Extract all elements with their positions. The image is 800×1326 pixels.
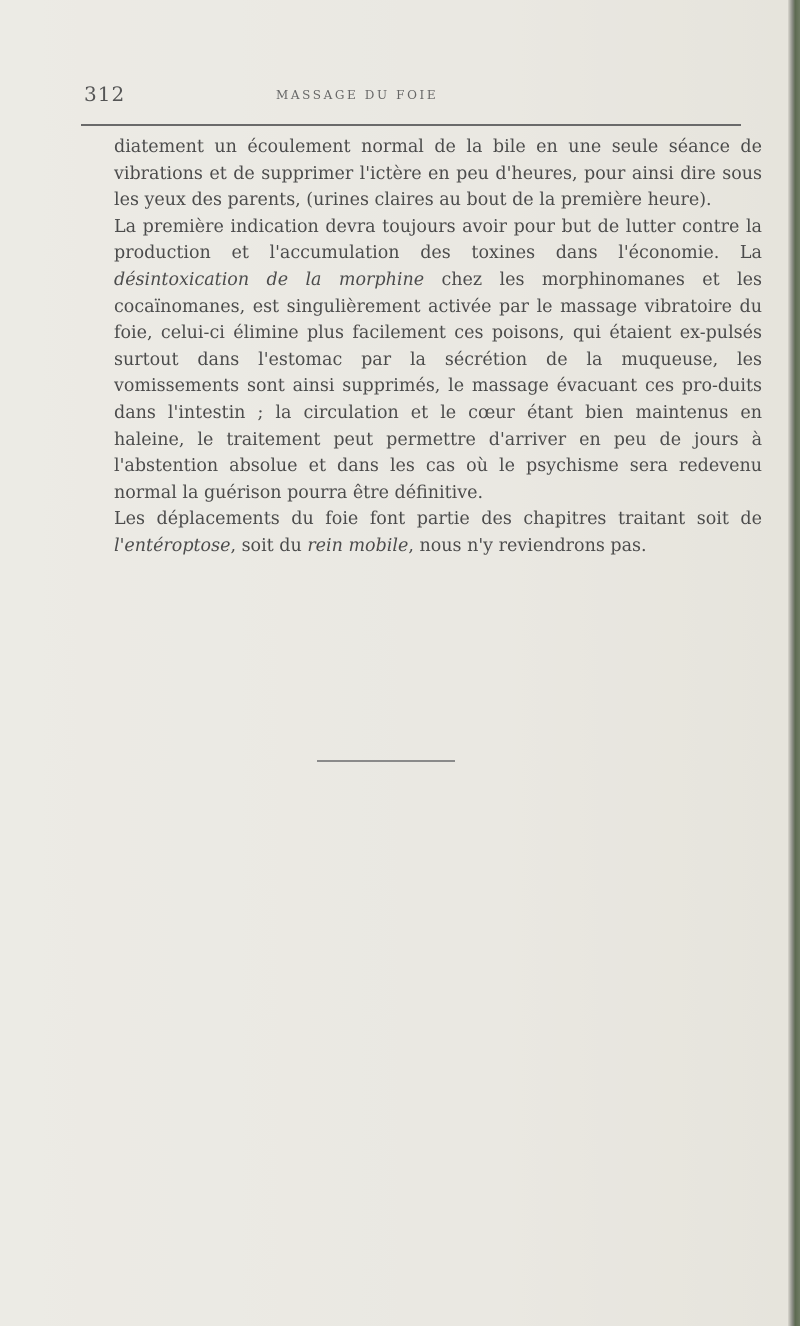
italic-phrase: l'entéroptose bbox=[114, 535, 231, 556]
paragraph bbox=[114, 134, 762, 214]
paragraph-segment: Les déplacements du foie font partie des chapitres traitant soit de bbox=[114, 509, 762, 530]
page-edge-shadow bbox=[788, 0, 800, 1326]
header-rule bbox=[81, 124, 741, 126]
paragraph-segment: , soit du bbox=[230, 535, 308, 556]
paragraph-segment: La première indication devra toujours avoir pour but de lutter contre la production et l'accumulation des toxines dans l'économie. La bbox=[114, 216, 762, 264]
page-header bbox=[81, 82, 741, 112]
running-head: MASSAGE DU FOIE bbox=[276, 88, 439, 102]
paragraph-segment: chez les morphinomanes et les cocaïnomanes, est singulièrement activée par le massage vibratoire du foie, celui-ci élimine plus facilement ces poisons, qui étaient ex-pulsés surtout dans l'estomac par la sécrétion de la muqueuse, les vomissements sont ainsi supprimés, le massage évacuant ces pro-duits dans l'intestin ; la circulation et le cœur étant bien maintenus en haleine, le traitement peut permettre d'arriver en peu de jours à l'abstention absolue et dans les cas où le psychisme sera redevenu normal la guérison pourra être définitive. bbox=[114, 269, 762, 503]
page-number: 312 bbox=[84, 82, 126, 106]
paragraph bbox=[114, 214, 762, 507]
paragraph-segment: , nous n'y reviendrons pas. bbox=[408, 535, 647, 556]
body-text bbox=[114, 134, 762, 560]
chapter-end-rule bbox=[317, 760, 455, 762]
italic-phrase: rein mobile bbox=[307, 535, 409, 556]
paragraph-segment: diatement un écoulement normal de la bile en une seule séance de vibrations et de supprimer l'ictère en peu d'heures, pour ainsi dire sous les yeux des parents, (urines claires au bout de la première heure). bbox=[114, 137, 762, 211]
paragraph bbox=[114, 506, 762, 559]
italic-phrase: désintoxication de la morphine bbox=[114, 269, 425, 290]
